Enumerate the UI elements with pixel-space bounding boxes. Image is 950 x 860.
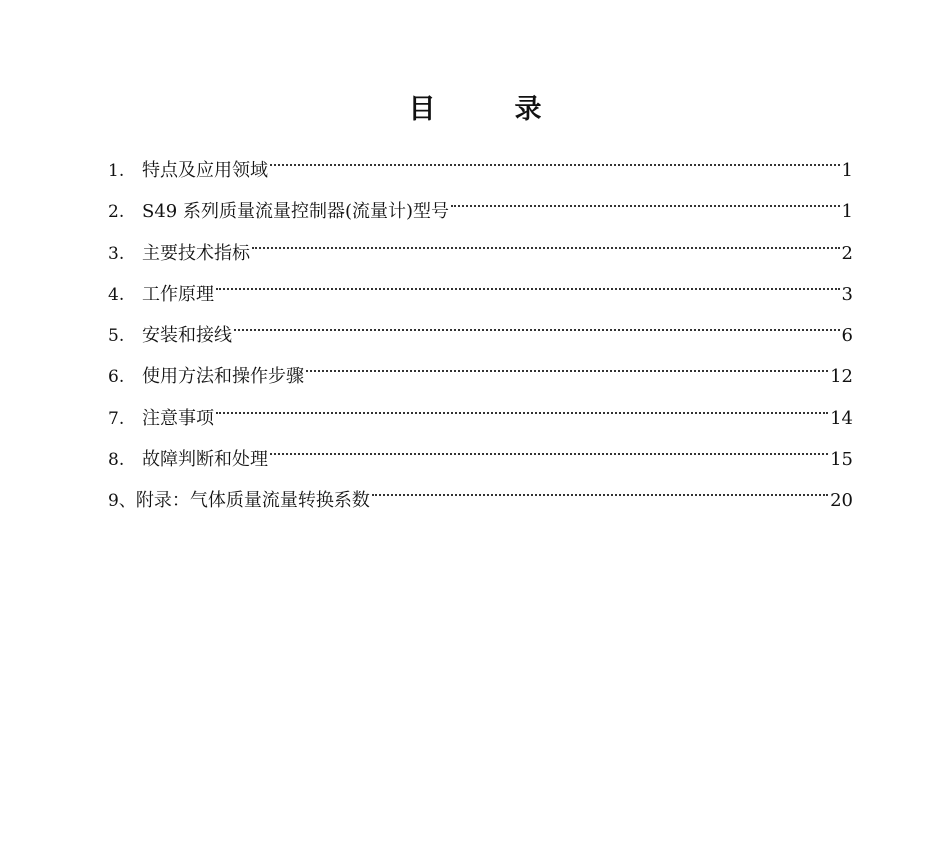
entry-page-number: 1 xyxy=(841,201,853,223)
page-title: 目 录 xyxy=(408,94,568,125)
entry-page-number: 3 xyxy=(841,283,853,305)
entry-page-number: 20 xyxy=(830,490,853,512)
entry-number: 1. xyxy=(108,161,125,181)
dot-leader xyxy=(451,181,840,217)
entry-title: S49 系列质量流量控制器(流量计)型号 xyxy=(142,201,450,223)
entry-title: 安装和接线 xyxy=(142,325,232,347)
entry-number: 3. xyxy=(108,243,125,264)
entry-page-number: 14 xyxy=(830,407,853,429)
entry-number: 4. xyxy=(108,284,125,305)
toc-entry-1[interactable] xyxy=(108,140,853,181)
dot-leader xyxy=(216,264,840,300)
dot-leader xyxy=(216,388,828,424)
dot-leader xyxy=(270,429,828,465)
entry-page-number: 15 xyxy=(830,449,853,471)
toc-entry-8[interactable] xyxy=(108,429,853,470)
entry-page-number: 2 xyxy=(841,242,853,264)
entry-number: 7. xyxy=(108,408,125,429)
table-of-contents xyxy=(108,140,853,512)
entry-title: 故障判断和处理 xyxy=(142,449,268,471)
entry-number: 8. xyxy=(108,450,125,471)
dot-leader xyxy=(270,140,840,176)
entry-title: 使用方法和操作步骤 xyxy=(142,366,304,388)
dot-leader xyxy=(252,223,840,259)
entry-title: 工作原理 xyxy=(142,283,214,305)
entry-title: 主要技术指标 xyxy=(142,242,250,264)
entry-title: 注意事项 xyxy=(142,407,214,429)
entry-title: 特点及应用领域 xyxy=(142,160,268,181)
entry-number: 5. xyxy=(108,326,125,347)
dot-leader xyxy=(234,305,840,341)
dot-leader xyxy=(372,470,828,506)
entry-page-number: 12 xyxy=(830,366,853,388)
entry-page-number: 1 xyxy=(841,160,853,181)
toc-entry-7[interactable] xyxy=(108,388,853,429)
entry-number: 9、 xyxy=(108,491,136,512)
toc-entry-5[interactable] xyxy=(108,305,853,346)
toc-entry-4[interactable] xyxy=(108,264,853,305)
dot-leader xyxy=(306,346,828,382)
entry-number: 6. xyxy=(108,367,125,388)
entry-title: 附录：气体质量流量转换系数 xyxy=(135,490,370,512)
entry-number: 2. xyxy=(108,202,125,223)
entry-page-number: 6 xyxy=(841,325,853,347)
